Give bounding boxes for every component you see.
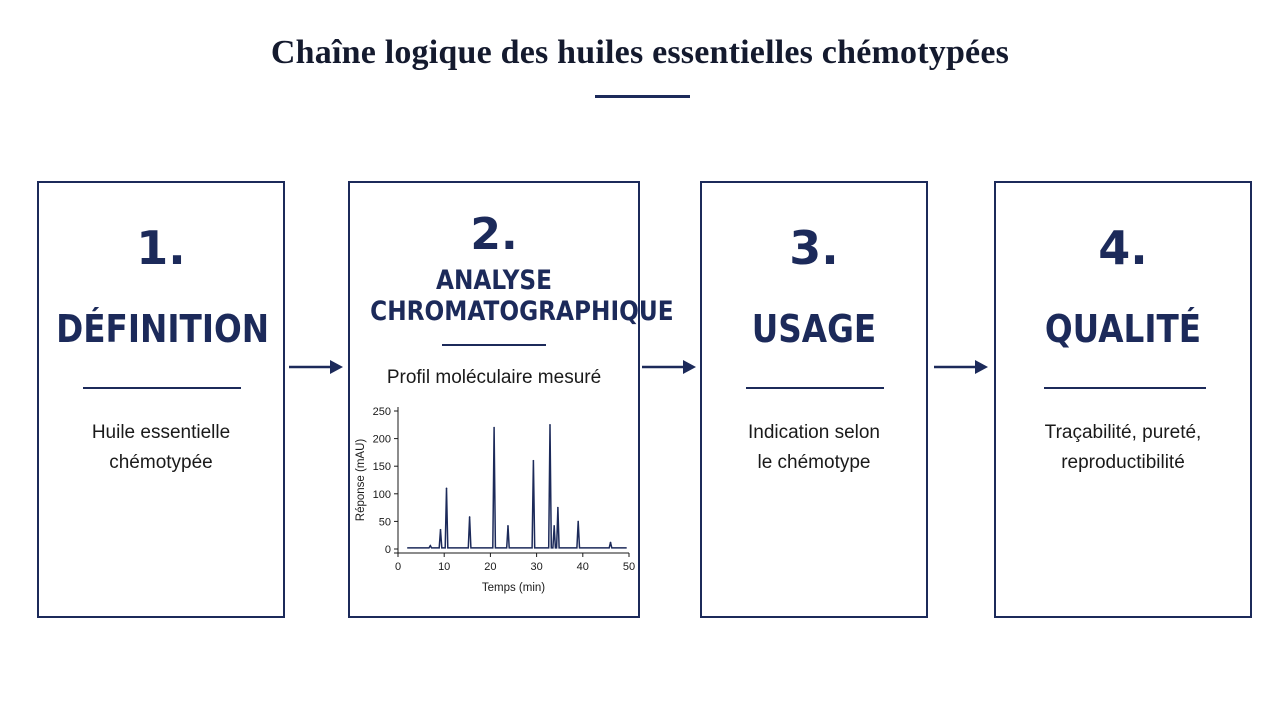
y-tick-label: 0 [384, 544, 391, 556]
step-3-description-line-1: Indication selon [747, 422, 881, 443]
step-4-description [996, 418, 1250, 478]
y-tick-label: 250 [372, 406, 391, 418]
step-4-number: 4. [1098, 221, 1148, 275]
chromatogram-chart [350, 183, 674, 616]
step-2-subheading: Profil moléculaire mesuré [386, 367, 602, 388]
step-4-divider [1044, 387, 1206, 389]
chromatogram-peak [446, 487, 448, 489]
step-2-heading-line-1: ANALYSE [436, 265, 552, 296]
y-tick-label: 50 [378, 516, 391, 529]
step-1-description-line-2: chémotypée [109, 452, 213, 473]
step-4-heading: QUALITÉ [1044, 307, 1202, 351]
x-tick-label: 10 [438, 561, 451, 573]
step-2-card [348, 181, 674, 618]
y-axis-label: Réponse (mAU) [355, 438, 367, 522]
x-tick-label: 50 [622, 561, 636, 573]
step-3-card [700, 181, 928, 618]
chromatogram-peak [430, 545, 432, 547]
y-tick-label: 150 [372, 461, 391, 474]
step-3-description-line-2: le chémotype [757, 452, 871, 473]
step-4-description-line-1: Traçabilité, pureté, [1044, 422, 1202, 443]
x-tick-label: 30 [530, 561, 543, 573]
chromatogram-peak [577, 521, 579, 523]
step-1-number: 1. [136, 221, 186, 275]
step-4-description-line-2: reproductibilité [1061, 452, 1185, 473]
step-3-divider [746, 387, 884, 389]
title-underline [595, 95, 690, 98]
step-1-description [39, 418, 283, 478]
chromatogram-peak [610, 542, 612, 544]
x-tick-label: 40 [576, 561, 589, 573]
arrow-right-icon [641, 357, 699, 377]
chromatogram-peak [507, 525, 509, 527]
chromatogram-peak [493, 427, 495, 429]
x-tick-label: 20 [484, 561, 497, 573]
chromatogram-peak [469, 516, 471, 518]
x-axis-label: Temps (min) [481, 582, 546, 594]
step-1-divider [83, 387, 241, 389]
page-title: Chaîne logique des huiles essentielles chémotypées [270, 34, 1010, 71]
y-tick-label: 200 [372, 433, 391, 446]
arrow-right-icon [933, 357, 991, 377]
y-tick-label: 100 [372, 488, 391, 501]
chromatogram-peak [440, 529, 442, 531]
x-tick-label: 0 [394, 561, 402, 573]
chromatogram-peak [549, 424, 551, 426]
chromatogram-peak [553, 525, 555, 527]
step-2-number: 2. [470, 209, 518, 260]
step-1-description-line-1: Huile essentielle [91, 422, 231, 443]
step-3-description [702, 418, 926, 478]
step-3-number: 3. [789, 221, 839, 275]
chromatogram-peak [533, 460, 535, 462]
arrow-right-icon [288, 357, 346, 377]
step-3-heading: USAGE [751, 307, 877, 351]
chromatogram-peak [557, 507, 559, 509]
step-1-card [37, 181, 285, 618]
step-2-heading-line-2: CHROMATOGRAPHIQUE [370, 296, 674, 327]
step-1-heading: DÉFINITION [56, 307, 270, 351]
step-4-card [994, 181, 1252, 618]
